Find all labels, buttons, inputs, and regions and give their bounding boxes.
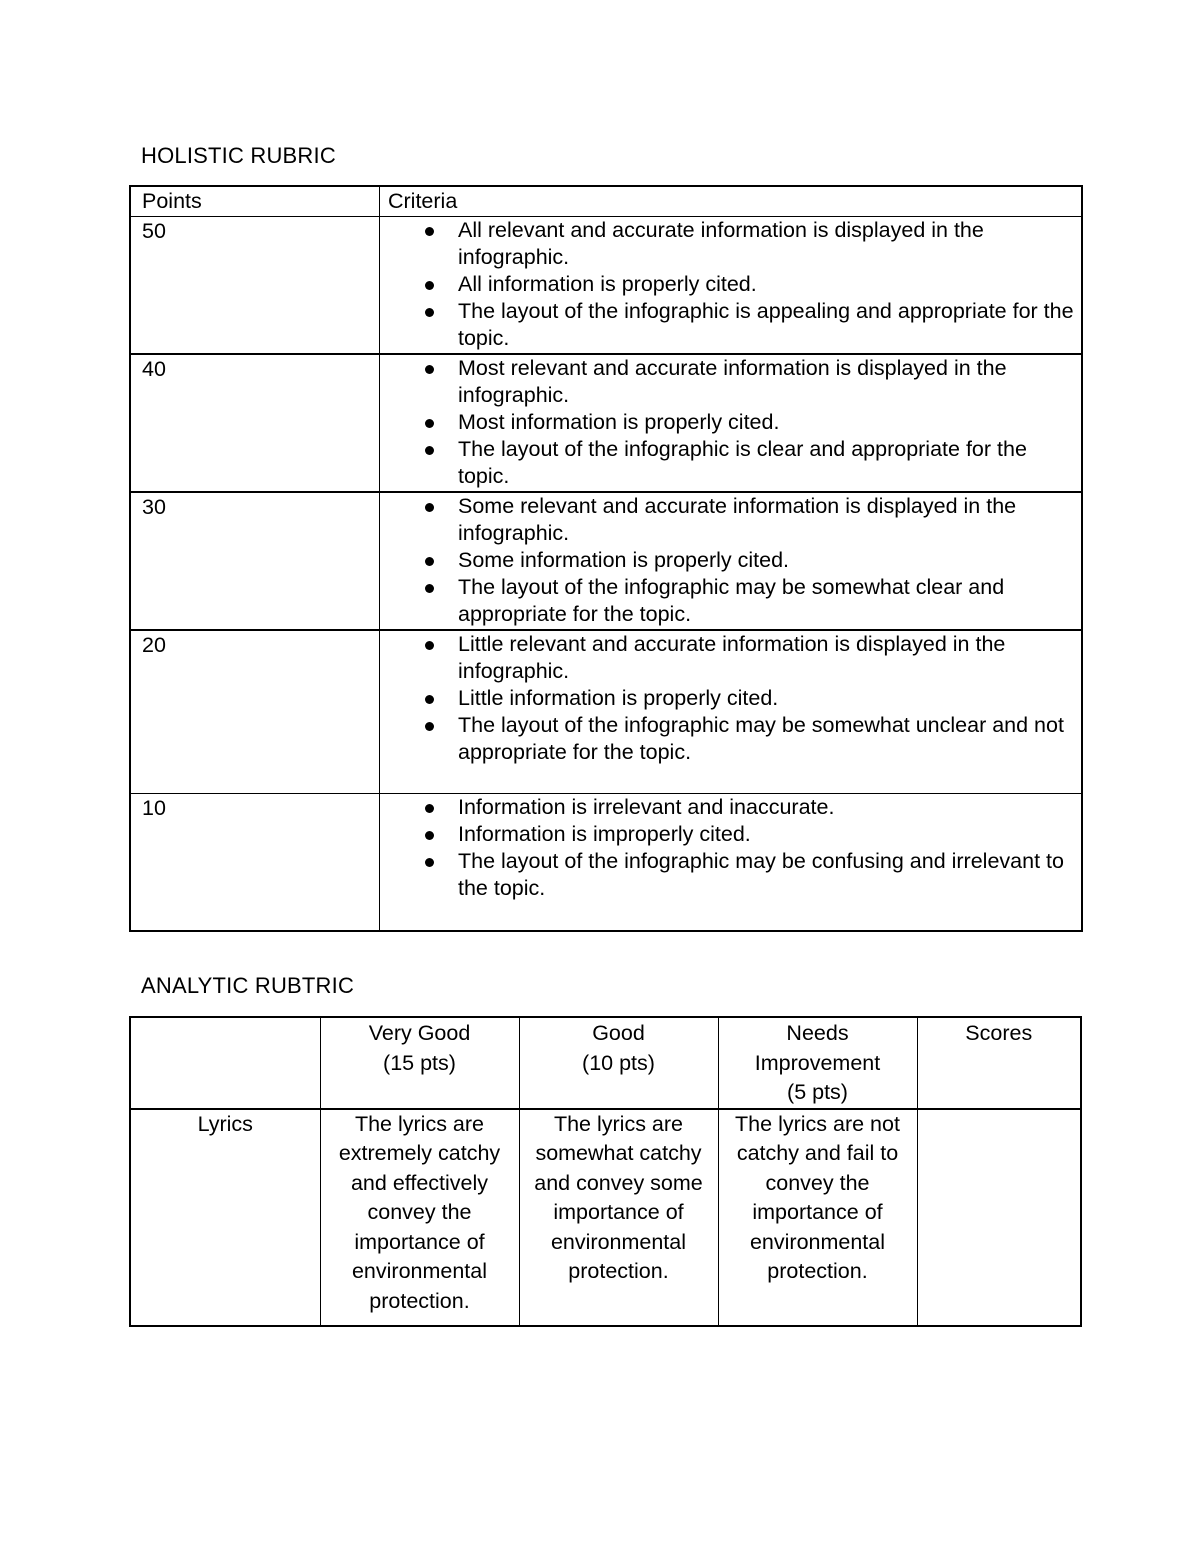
criteria-item: All information is properly cited.	[458, 271, 1081, 298]
points-value: 50	[130, 217, 380, 355]
criteria-item: The layout of the infographic may be somewhat unclear and not appropriate for the topic.	[458, 712, 1081, 766]
holistic-header-row	[130, 186, 1082, 217]
table-row	[130, 217, 1082, 355]
criteria-item: Some relevant and accurate information is displayed in the infographic.	[458, 493, 1081, 547]
criteria-item: Most information is properly cited.	[458, 409, 1081, 436]
criteria-cell	[380, 794, 1083, 932]
analytic-rubric-title: ANALYTIC RUBTRIC	[141, 973, 355, 998]
criteria-cell	[380, 492, 1083, 630]
criteria-item: Information is irrelevant and inaccurate.	[458, 794, 1081, 821]
criteria-list	[388, 794, 1081, 902]
criteria-item: All relevant and accurate information is displayed in the infographic.	[458, 217, 1081, 271]
criteria-list	[388, 631, 1081, 766]
holistic-rubric-title: HOLISTIC RUBRIC	[141, 143, 336, 168]
table-row	[130, 794, 1082, 932]
good-header	[519, 1017, 718, 1109]
criteria-item: The layout of the infographic may be somewhat clear and appropriate for the topic.	[458, 574, 1081, 628]
category-cell	[130, 1109, 320, 1326]
points-value: 30	[130, 492, 380, 630]
points-header: Points	[130, 186, 380, 217]
criteria-list	[388, 217, 1081, 352]
points-value: 10	[130, 794, 380, 932]
criteria-cell	[380, 630, 1083, 794]
holistic-rubric-table	[129, 185, 1083, 932]
needs-improvement-cell	[718, 1109, 917, 1326]
criteria-header: Criteria	[380, 186, 1083, 217]
scores-header	[917, 1017, 1081, 1109]
good-header-label: Good (10 pts)	[582, 1021, 655, 1075]
criteria-item: Little relevant and accurate information is displayed in the infographic.	[458, 631, 1081, 685]
good-cell	[519, 1109, 718, 1326]
criteria-item: Little information is properly cited.	[458, 685, 1081, 712]
points-value: 20	[130, 630, 380, 794]
very-good-header	[320, 1017, 519, 1109]
very-good-header-label: Very Good (15 pts)	[368, 1021, 471, 1075]
table-row	[130, 1109, 1081, 1326]
table-row	[130, 630, 1082, 794]
criteria-cell	[380, 217, 1083, 355]
criteria-item: Most relevant and accurate information is displayed in the infographic.	[458, 355, 1081, 409]
needs-improvement-description: The lyrics are not catchy and fail to convey the importance of environmental protection.	[735, 1111, 900, 1283]
criteria-cell	[380, 354, 1083, 492]
needs-improvement-header	[718, 1017, 917, 1109]
criteria-list	[388, 355, 1081, 490]
blank-header	[130, 1017, 320, 1109]
criteria-item: The layout of the infographic is clear and appropriate for the topic.	[458, 436, 1081, 490]
score-cell	[917, 1109, 1081, 1326]
category-label: Lyrics	[197, 1111, 253, 1136]
very-good-description: The lyrics are extremely catchy and effectively convey the importance of environmental protection.	[338, 1111, 501, 1313]
criteria-item: The layout of the infographic is appealing and appropriate for the topic.	[458, 298, 1081, 352]
scores-header-label: Scores	[965, 1021, 1033, 1045]
points-value: 40	[130, 354, 380, 492]
needs-improvement-header-label: Needs Improvement (5 pts)	[754, 1021, 881, 1104]
analytic-header-row	[130, 1017, 1081, 1109]
analytic-rubric-table	[129, 1016, 1082, 1327]
good-description: The lyrics are somewhat catchy and convey some importance of environmental protection.	[534, 1111, 703, 1283]
criteria-item: Information is improperly cited.	[458, 821, 1081, 848]
table-row	[130, 354, 1082, 492]
criteria-item: Some information is properly cited.	[458, 547, 1081, 574]
table-row	[130, 492, 1082, 630]
criteria-list	[388, 493, 1081, 628]
criteria-item: The layout of the infographic may be confusing and irrelevant to the topic.	[458, 848, 1081, 902]
very-good-cell	[320, 1109, 519, 1326]
